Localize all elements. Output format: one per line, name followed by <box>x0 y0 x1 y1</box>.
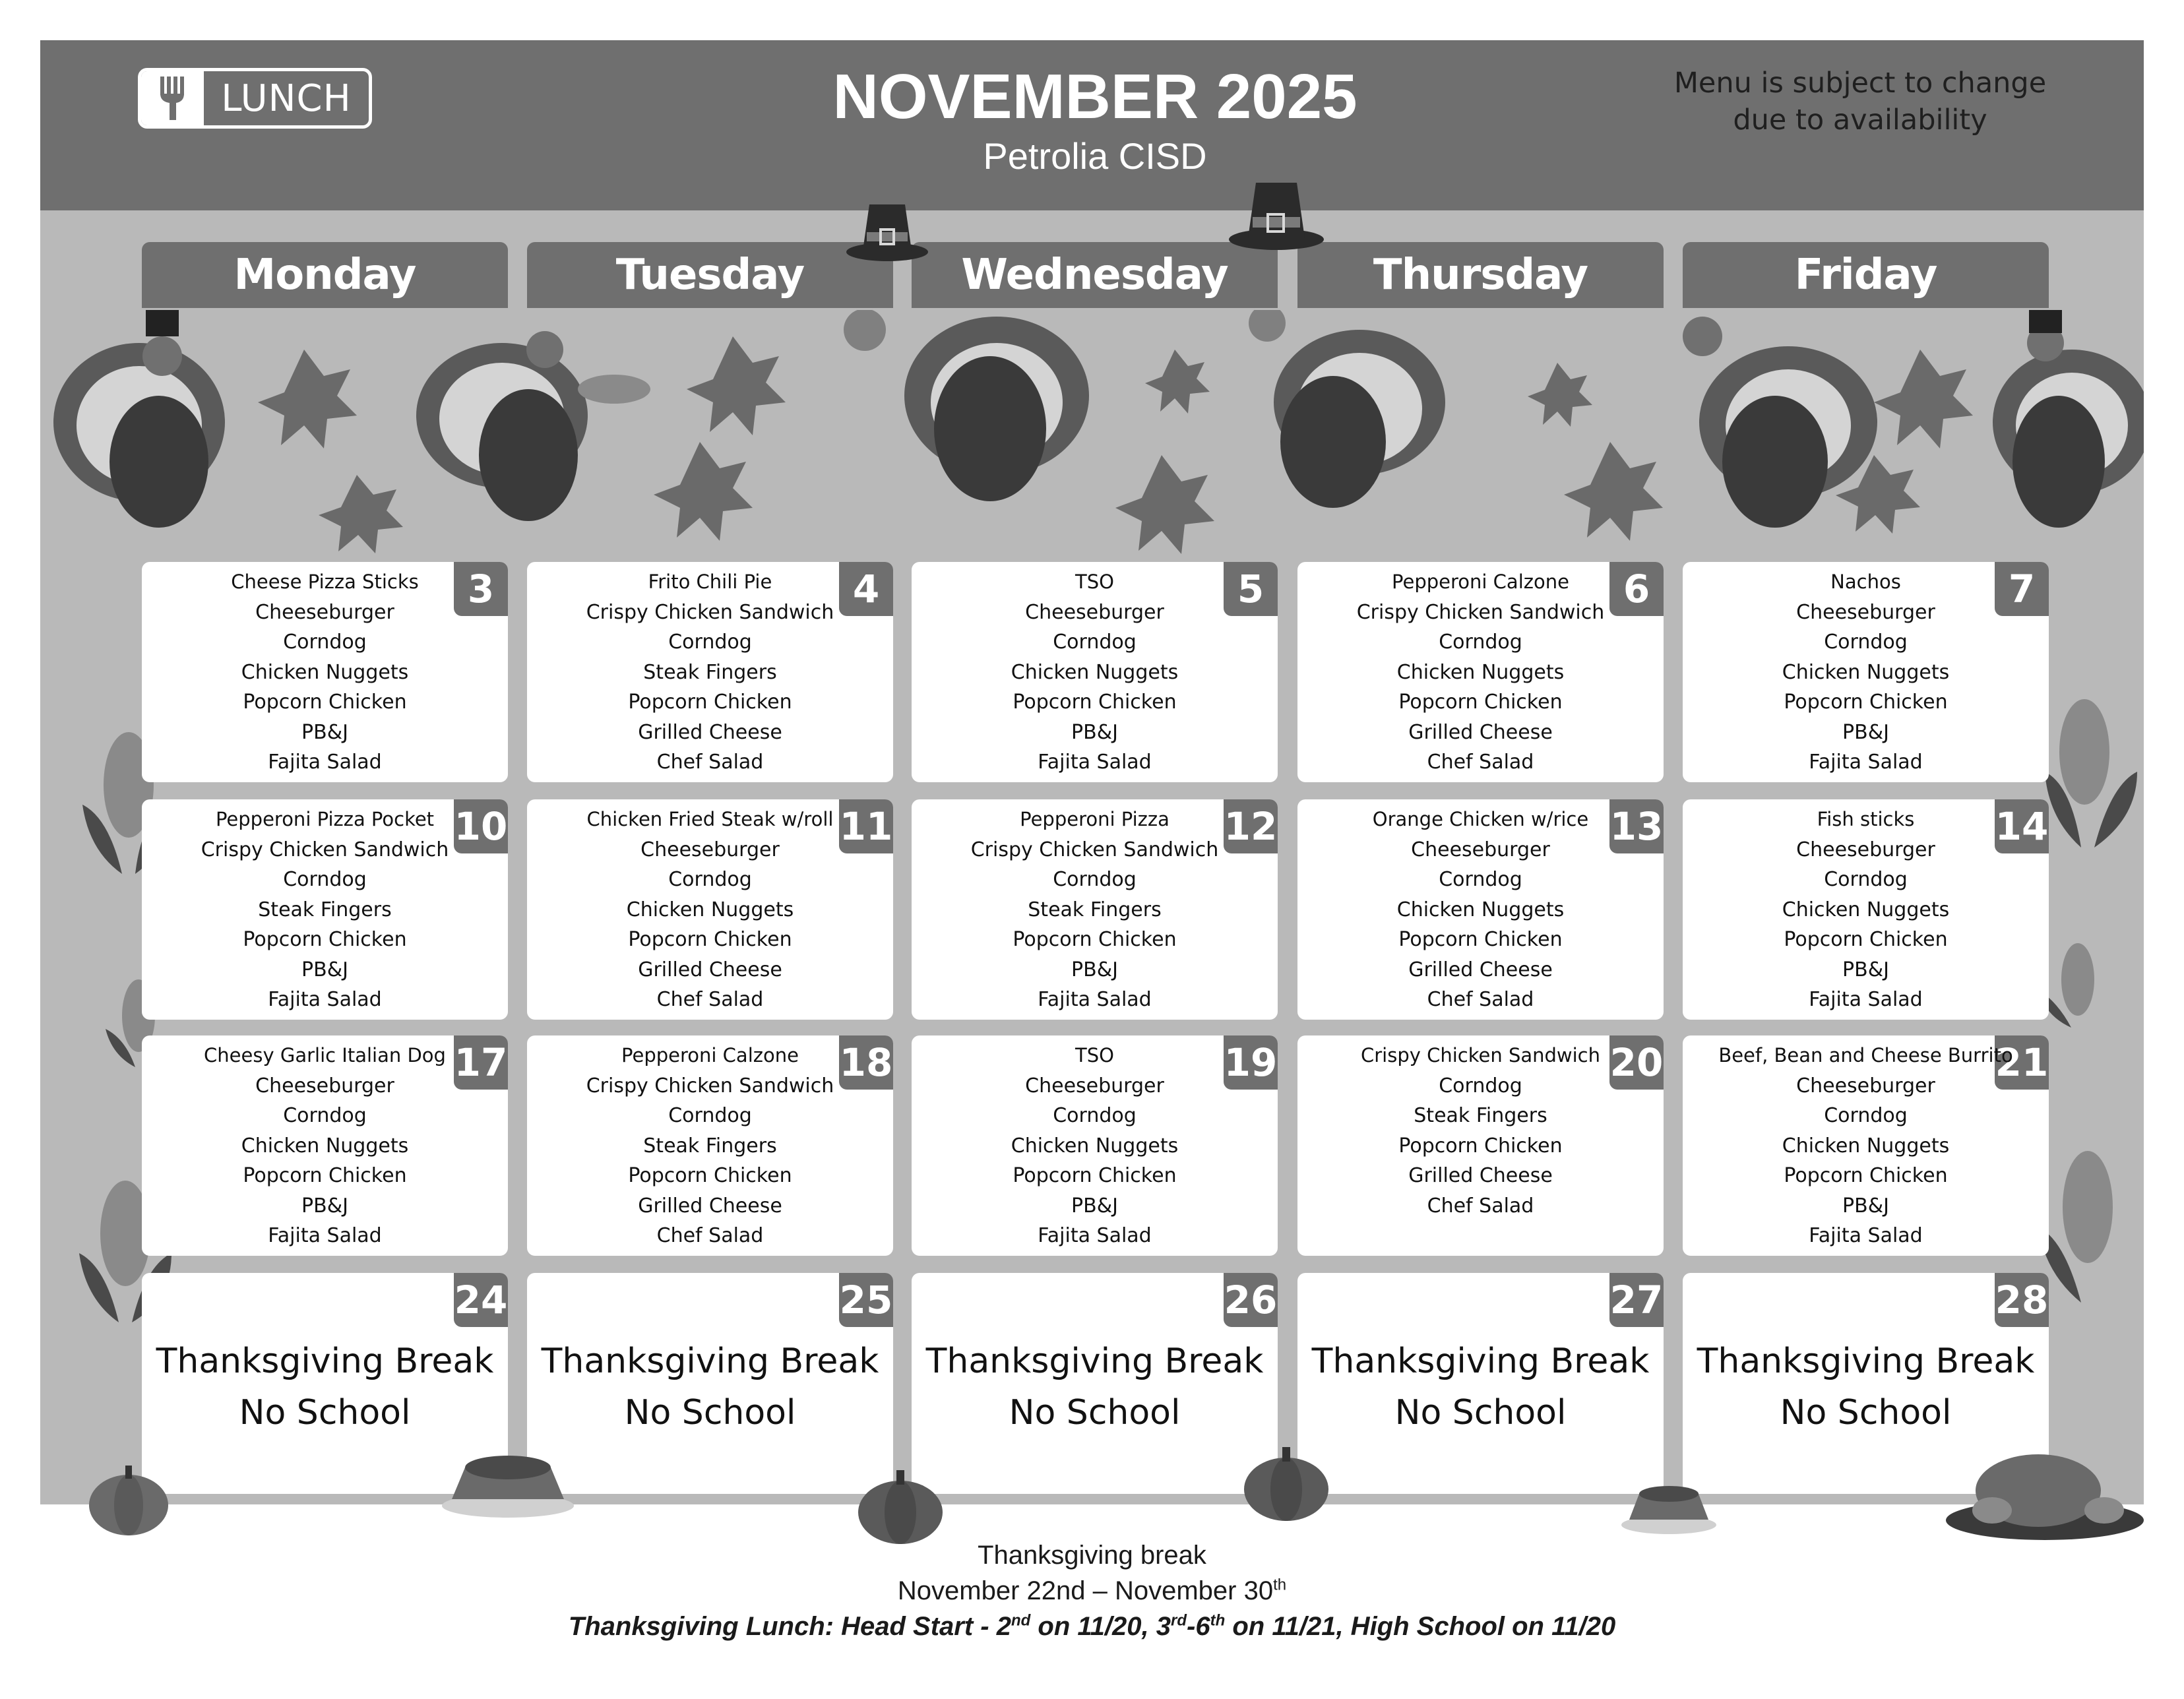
menu-entree: Pepperoni Pizza <box>1020 808 1170 830</box>
menu-item: Grilled Cheese <box>638 1194 782 1218</box>
menu-item: Popcorn Chicken <box>628 928 792 951</box>
date-number: 25 <box>839 1273 893 1327</box>
menu-list <box>912 805 1278 1015</box>
menu-entree: Chicken Fried Steak w/roll <box>586 808 834 830</box>
menu-item: Chicken Nuggets <box>1782 1134 1950 1158</box>
turkey-icon <box>1249 310 1445 508</box>
menu-list <box>527 1041 893 1251</box>
pilgrim-hat-icon <box>844 191 930 264</box>
menu-item: PB&J <box>1071 720 1118 744</box>
day-header-thursday: Thursday <box>1297 242 1664 308</box>
date-number: 24 <box>454 1273 508 1327</box>
no-school-label: No School <box>624 1393 796 1433</box>
menu-list <box>1297 567 1664 778</box>
menu-item: Fajita Salad <box>268 988 382 1011</box>
menu-list <box>142 567 508 778</box>
menu-item: Corndog <box>283 631 367 654</box>
date-number: 26 <box>1224 1273 1278 1327</box>
menu-item: Popcorn Chicken <box>243 1164 407 1187</box>
corn-icon <box>2038 699 2144 851</box>
lunch-badge <box>138 68 372 129</box>
date-number: 28 <box>1995 1273 2049 1327</box>
pumpkin-icon <box>1240 1438 1332 1524</box>
menu-item: Popcorn Chicken <box>243 928 407 951</box>
date-number: 10 <box>454 799 508 853</box>
menu-disclaimer <box>1662 65 2058 139</box>
menu-item: Popcorn Chicken <box>628 1164 792 1187</box>
menu-item: PB&J <box>1071 958 1118 981</box>
menu-item: Chicken Nuggets <box>1782 660 1950 684</box>
menu-item: Grilled Cheese <box>638 958 782 981</box>
menu-entree: Frito Chili Pie <box>648 571 772 593</box>
date-number: 5 <box>1224 562 1278 616</box>
menu-list <box>1683 1041 2049 1251</box>
footer-lunch-text: on 11/20, 3 <box>1030 1612 1171 1641</box>
menu-item: Chef Salad <box>1427 1194 1534 1218</box>
menu-entree: Orange Chicken w/rice <box>1372 808 1589 830</box>
pie-icon <box>1619 1464 1718 1537</box>
menu-entree: Pepperoni Pizza Pocket <box>215 808 435 830</box>
menu-item: Grilled Cheese <box>1408 720 1553 744</box>
fork-icon <box>141 71 204 125</box>
menu-item: Corndog <box>283 868 367 891</box>
menu-item: Corndog <box>283 1104 367 1127</box>
date-number: 4 <box>839 562 893 616</box>
menu-item: Popcorn Chicken <box>1013 1164 1177 1187</box>
no-school-label: No School <box>239 1393 411 1433</box>
lunch-label: LUNCH <box>221 77 352 120</box>
day-cell <box>1297 562 1664 782</box>
menu-entree: Cheese Pizza Sticks <box>231 571 419 593</box>
menu-item: Cheeseburger <box>1796 600 1935 624</box>
day-cell <box>1683 799 2049 1020</box>
menu-item: Popcorn Chicken <box>1398 928 1563 951</box>
break-notice <box>142 1336 508 1438</box>
menu-item: Steak Fingers <box>1414 1104 1547 1127</box>
menu-item: Grilled Cheese <box>638 720 782 744</box>
break-title: Thanksgiving Break <box>541 1342 879 1381</box>
menu-list <box>1683 567 2049 778</box>
menu-entree: Crispy Chicken Sandwich <box>1360 1044 1601 1066</box>
menu-item: Crispy Chicken Sandwich <box>1356 600 1605 624</box>
menu-item: Crispy Chicken Sandwich <box>586 1074 834 1097</box>
day-cell <box>1683 1035 2049 1256</box>
footer-superscript: th <box>1273 1576 1287 1594</box>
date-number: 7 <box>1995 562 2049 616</box>
day-header-wednesday: Wednesday <box>912 242 1278 308</box>
no-school-label: No School <box>1394 1393 1567 1433</box>
menu-item: Corndog <box>1053 868 1137 891</box>
menu-item: Chef Salad <box>1427 988 1534 1011</box>
menu-item: Corndog <box>668 1104 752 1127</box>
break-title: Thanksgiving Break <box>1311 1342 1650 1381</box>
menu-item: Steak Fingers <box>1028 898 1162 921</box>
disclaimer-line: due to availability <box>1733 104 1987 137</box>
day-cell <box>527 1035 893 1256</box>
turkey-decoration-band <box>40 310 2144 561</box>
day-header-monday: Monday <box>142 242 508 308</box>
footer-superscript: nd <box>1011 1611 1031 1630</box>
date-number: 6 <box>1609 562 1664 616</box>
menu-item: Chicken Nuggets <box>1011 660 1179 684</box>
menu-item: Cheeseburger <box>1796 1074 1935 1097</box>
disclaimer-line: Menu is subject to change <box>1673 67 2047 100</box>
menu-item: Fajita Salad <box>1038 751 1152 774</box>
day-cell <box>1297 1035 1664 1256</box>
menu-item: Chicken Nuggets <box>241 1134 409 1158</box>
menu-entree: Beef, Bean and Cheese Burrito <box>1718 1044 2013 1066</box>
day-cell <box>142 799 508 1020</box>
menu-item: PB&J <box>1842 958 1889 981</box>
day-cell <box>912 1273 1278 1494</box>
turkey-icon <box>1993 310 2144 528</box>
menu-item: Cheeseburger <box>255 1074 394 1097</box>
day-cell <box>527 799 893 1020</box>
menu-item: Corndog <box>1053 631 1137 654</box>
menu-item: Fajita Salad <box>1809 1224 1923 1247</box>
menu-list <box>142 805 508 1015</box>
menu-item: Cheeseburger <box>1025 1074 1164 1097</box>
break-title: Thanksgiving Break <box>156 1342 494 1381</box>
menu-item: Popcorn Chicken <box>1784 1164 1948 1187</box>
menu-item: Fajita Salad <box>1038 988 1152 1011</box>
roast-turkey-icon <box>1939 1438 2150 1543</box>
menu-item: Cheeseburger <box>1411 838 1550 861</box>
menu-item: Chicken Nuggets <box>1782 898 1950 921</box>
day-cell <box>912 799 1278 1020</box>
menu-item: Crispy Chicken Sandwich <box>201 838 449 861</box>
menu-list <box>912 1041 1278 1251</box>
day-cell <box>1683 562 2049 782</box>
menu-item: Popcorn Chicken <box>1398 1134 1563 1158</box>
day-cell <box>527 1273 893 1494</box>
menu-item: Fajita Salad <box>1809 988 1923 1011</box>
menu-item: Chicken Nuggets <box>1396 660 1565 684</box>
day-cell <box>142 1035 508 1256</box>
district-name: Petrolia CISD <box>983 135 1207 177</box>
menu-item: Chicken Nuggets <box>1011 1134 1179 1158</box>
day-cell <box>1297 799 1664 1020</box>
date-number: 20 <box>1609 1035 1664 1090</box>
menu-item: Cheeseburger <box>1796 838 1935 861</box>
menu-item: Corndog <box>1824 631 1908 654</box>
footer-break-dates <box>0 1574 2184 1608</box>
date-number: 11 <box>839 799 893 853</box>
footer-lunch-text: on 11/21, High School on 11/20 <box>1225 1612 1616 1641</box>
menu-entree: Cheesy Garlic Italian Dog <box>204 1044 446 1066</box>
menu-item: Corndog <box>668 868 752 891</box>
menu-list <box>1683 805 2049 1015</box>
menu-entree: Fish sticks <box>1817 808 1915 830</box>
menu-entree: Pepperoni Calzone <box>1392 571 1569 593</box>
menu-item: Grilled Cheese <box>1408 1164 1553 1187</box>
menu-item: Fajita Salad <box>1809 751 1923 774</box>
date-number: 27 <box>1609 1273 1664 1327</box>
menu-entree: TSO <box>1075 1044 1114 1066</box>
turkey-icon <box>844 310 1089 501</box>
menu-item: Popcorn Chicken <box>243 691 407 714</box>
menu-item: Steak Fingers <box>643 660 777 684</box>
date-number: 21 <box>1995 1035 2049 1090</box>
menu-item: Corndog <box>1439 631 1522 654</box>
menu-item: Popcorn Chicken <box>1013 691 1177 714</box>
menu-list <box>527 805 893 1015</box>
turkey-icon <box>53 310 225 528</box>
pilgrim-hat-icon <box>1227 168 1326 254</box>
day-cell <box>912 562 1278 782</box>
date-number: 14 <box>1995 799 2049 853</box>
menu-item: Chef Salad <box>656 751 764 774</box>
page-title: NOVEMBER 2025 <box>832 61 1357 132</box>
date-number: 17 <box>454 1035 508 1090</box>
menu-item: PB&J <box>1842 720 1889 744</box>
menu-item: Crispy Chicken Sandwich <box>586 600 834 624</box>
footer-notes <box>0 1537 2184 1645</box>
menu-list <box>527 567 893 778</box>
menu-item: PB&J <box>301 1194 348 1218</box>
day-cell <box>142 562 508 782</box>
menu-item: Chicken Nuggets <box>1396 898 1565 921</box>
menu-item: Corndog <box>1439 868 1522 891</box>
menu-item: Crispy Chicken Sandwich <box>970 838 1219 861</box>
day-header-tuesday: Tuesday <box>527 242 893 308</box>
menu-item: Fajita Salad <box>268 751 382 774</box>
break-notice <box>1297 1336 1664 1438</box>
pie-icon <box>439 1428 577 1520</box>
menu-item: Steak Fingers <box>258 898 392 921</box>
break-title: Thanksgiving Break <box>1697 1342 2035 1381</box>
menu-list <box>912 567 1278 778</box>
menu-item: Cheeseburger <box>640 838 780 861</box>
footer-break-title: Thanksgiving break <box>978 1541 1206 1570</box>
date-number: 13 <box>1609 799 1664 853</box>
menu-item: Popcorn Chicken <box>1784 691 1948 714</box>
no-school-label: No School <box>1780 1393 1952 1433</box>
break-notice <box>1683 1336 2049 1438</box>
day-cell <box>1297 1273 1664 1494</box>
menu-entree: TSO <box>1075 571 1114 593</box>
menu-item: PB&J <box>301 958 348 981</box>
menu-item: Popcorn Chicken <box>1013 928 1177 951</box>
menu-item: Chicken Nuggets <box>241 660 409 684</box>
menu-item: Chef Salad <box>656 1224 764 1247</box>
footer-thanksgiving-lunch <box>0 1608 2184 1645</box>
day-cell <box>912 1035 1278 1256</box>
menu-item: Popcorn Chicken <box>1398 691 1563 714</box>
menu-item: Popcorn Chicken <box>628 691 792 714</box>
menu-item: PB&J <box>301 720 348 744</box>
menu-item: Corndog <box>1824 868 1908 891</box>
footer-lunch-text: -6 <box>1187 1612 1210 1641</box>
menu-item: Corndog <box>1439 1074 1522 1097</box>
menu-item: PB&J <box>1842 1194 1889 1218</box>
pumpkin-icon <box>854 1461 947 1547</box>
day-header-friday: Friday <box>1683 242 2049 308</box>
menu-item: Grilled Cheese <box>1408 958 1553 981</box>
break-title: Thanksgiving Break <box>925 1342 1264 1381</box>
menu-item: Corndog <box>668 631 752 654</box>
footer-superscript: th <box>1210 1611 1226 1630</box>
menu-list <box>142 1041 508 1251</box>
pumpkin-icon <box>86 1458 172 1537</box>
break-notice <box>527 1336 893 1438</box>
menu-item: Cheeseburger <box>255 600 394 624</box>
footer-lunch-text: Thanksgiving Lunch: Head Start - 2 <box>568 1612 1011 1641</box>
break-notice <box>912 1336 1278 1438</box>
no-school-label: No School <box>1009 1393 1181 1433</box>
date-number: 19 <box>1224 1035 1278 1090</box>
menu-item: Chef Salad <box>656 988 764 1011</box>
date-number: 3 <box>454 562 508 616</box>
menu-item: Fajita Salad <box>1038 1224 1152 1247</box>
menu-item: Cheeseburger <box>1025 600 1164 624</box>
footer-break-dates-text: November 22nd – November 30 <box>897 1576 1274 1605</box>
footer-superscript: rd <box>1171 1611 1187 1630</box>
menu-entree: Pepperoni Calzone <box>621 1044 799 1066</box>
menu-item: Steak Fingers <box>643 1134 777 1158</box>
turkey-icon <box>416 331 650 521</box>
day-cell <box>527 562 893 782</box>
menu-item: Fajita Salad <box>268 1224 382 1247</box>
menu-item: Corndog <box>1053 1104 1137 1127</box>
date-number: 18 <box>839 1035 893 1090</box>
menu-list <box>1297 1041 1664 1221</box>
menu-item: Corndog <box>1824 1104 1908 1127</box>
date-number: 12 <box>1224 799 1278 853</box>
menu-item: Chef Salad <box>1427 751 1534 774</box>
menu-item: PB&J <box>1071 1194 1118 1218</box>
menu-item: Popcorn Chicken <box>1784 928 1948 951</box>
menu-entree: Nachos <box>1830 571 1901 593</box>
menu-item: Chicken Nuggets <box>626 898 794 921</box>
menu-list <box>1297 805 1664 1015</box>
